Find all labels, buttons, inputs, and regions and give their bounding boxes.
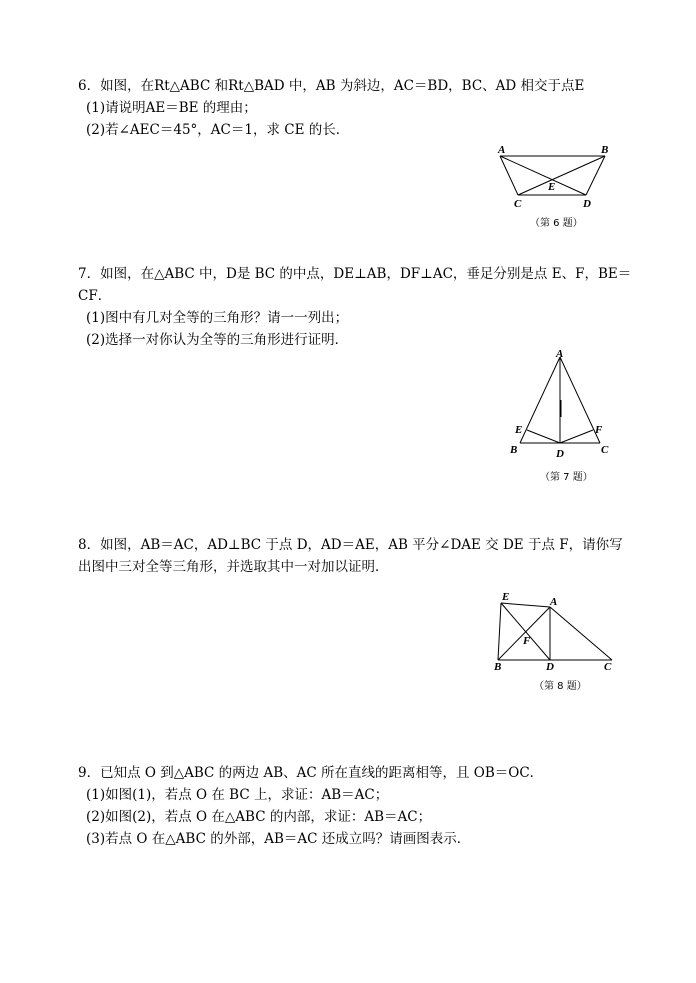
q9-subquestion-2: (2)如图(2)，若点 O 在△ABC 的内部，求证：AB＝AC； [86,809,432,825]
q6-label-B: B [601,144,609,156]
q8-statement: 8．如图，AB＝AC，AD⊥BC 于点 D，AD＝AE，AB 平分∠DAE 交 DE 于点 F，请你写 [78,537,623,553]
q8-statement-cont: 出图中三对全等三角形，并选取其中一对加以证明． [78,559,389,575]
q7-statement: 7．如图，在△ABC 中，D是 BC 的中点，DE⊥AB，DF⊥AC，垂足分别是点 E、F，BE＝ [78,266,632,282]
q7-label-C: C [601,444,609,456]
q7-figure [500,345,625,465]
q8-caption: （第 8 题） [534,681,587,692]
q9-subquestion-1: (1)如图(1)，若点 O 在 BC 上，求证：AB＝AC； [86,787,389,803]
q6-label-D: D [583,198,591,210]
q6-subquestion-2: (2)若∠AEC＝45°，AC＝1，求 CE 的长． [86,122,350,138]
q9-subquestion-3: (3)若点 O 在△ABC 的外部，AB＝AC 还成立吗？请画图表示． [86,831,471,847]
q6-caption: （第 6 题） [530,218,583,229]
q6-subquestion-1: (1)请说明AE＝BE 的理由； [86,100,257,116]
q6-statement: 6．如图，在Rt△ABC 和Rt△BAD 中，AB 为斜边，AC＝BD，BC、AD 相交于点E [78,78,585,94]
q7-label-B: B [510,444,518,456]
q7-label-D: D [556,448,564,460]
q8-label-D: D [546,661,554,673]
q6-label-E: E [548,181,556,193]
q7-statement-cont: CF． [78,288,112,304]
q8-figure [488,585,623,675]
q6-label-C: C [514,198,522,210]
q9-statement: 9．已知点 O 到△ABC 的两边 AB、AC 所在直线的距离相等，且 OB＝OC． [78,765,544,781]
q7-subquestion-2: (2)选择一对你认为全等的三角形进行证明． [86,332,349,348]
q7-caption: （第 7 题） [540,472,593,483]
q7-subquestion-1: (1)图中有几对全等的三角形？请一一列出； [86,310,349,326]
q7-label-E: E [515,424,523,436]
q7-label-A: A [556,348,564,360]
q8-label-B: B [494,661,502,673]
q7-label-F: F [595,424,603,436]
q6-label-A: A [498,144,506,156]
q8-label-E: E [502,591,510,603]
q8-label-A: A [550,596,558,608]
q8-label-C: C [604,661,612,673]
q8-label-F: F [523,635,531,647]
